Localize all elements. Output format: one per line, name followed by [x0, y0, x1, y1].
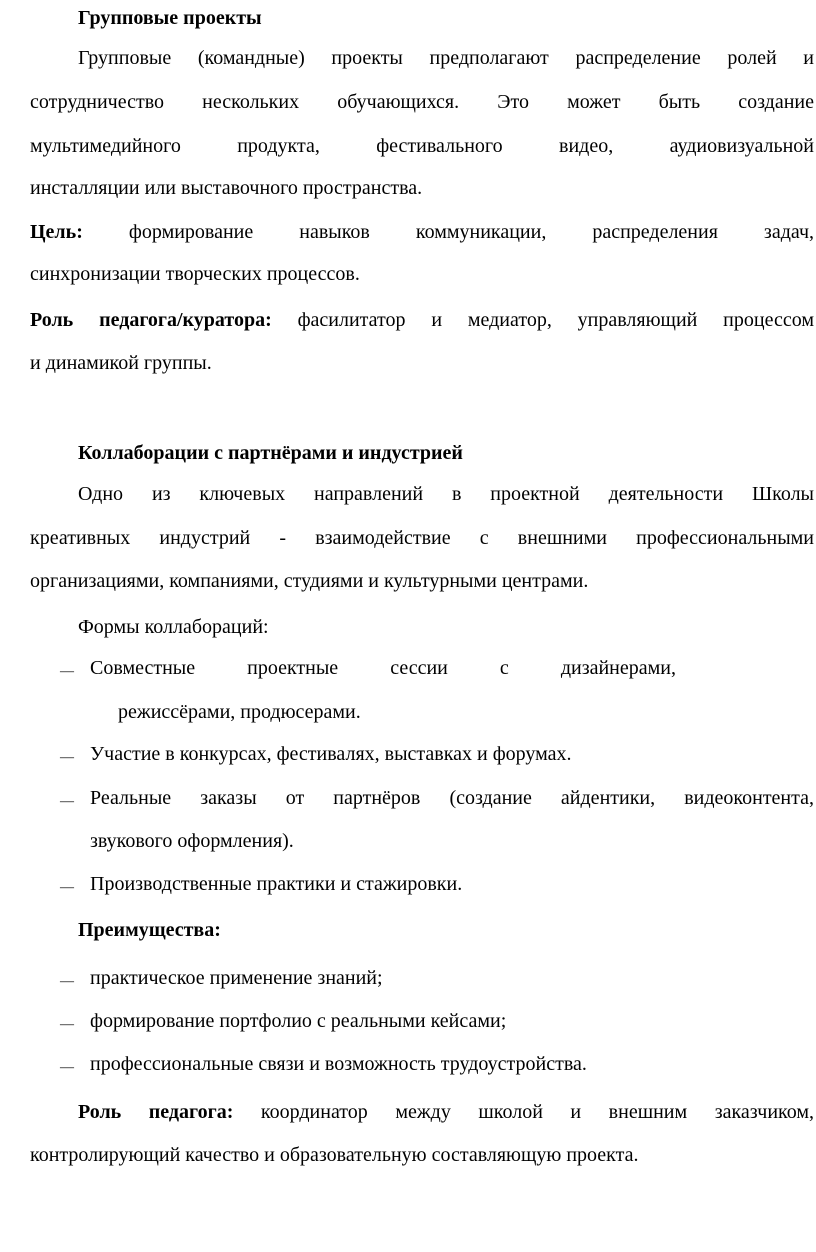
list-item: формирование портфолио с реальными кейсами; — [90, 1010, 507, 1032]
curator-role-text: фасилитатор и медиатор, управляющий процессом — [297, 309, 814, 331]
goal-line-2: синхронизации творческих процессов. — [30, 263, 360, 285]
list-bullet-dash: — — [60, 794, 74, 809]
list-bullet-dash: — — [60, 974, 74, 989]
paragraph-line: Одно из ключевых направлений в проектной деятельности Школы — [78, 483, 814, 505]
goal-line — [30, 220, 814, 244]
list-item: Участие в конкурсах, фестивалях, выставках и форумах. — [90, 743, 572, 765]
list-bullet-dash: — — [60, 1017, 74, 1032]
list-item: Совместные проектные сессии с дизайнерами, — [90, 657, 676, 679]
list-item-continuation: режиссёрами, продюсерами. — [118, 701, 361, 723]
paragraph-line: мультимедийного продукта, фестивального видео, аудиовизуальной — [30, 135, 814, 157]
list-bullet-dash: — — [60, 750, 74, 765]
teacher-role-text: координатор между школой и внешним заказчиком, — [260, 1101, 815, 1123]
list-item: Производственные практики и стажировки. — [90, 873, 463, 895]
teacher-role-line-2: контролирующий качество и образовательную составляющую проекта. — [30, 1144, 639, 1166]
paragraph-line: сотрудничество нескольких обучающихся. Это может быть создание — [30, 91, 814, 113]
list-item: профессиональные связи и возможность трудоустройства. — [90, 1053, 587, 1075]
paragraph-line: Групповые (командные) проекты предполагают распределение ролей и — [78, 47, 814, 69]
section-heading-group-projects: Групповые проекты — [78, 7, 262, 29]
list-item-continuation: звукового оформления). — [90, 830, 294, 852]
teacher-role-label: Роль педагога: — [78, 1101, 234, 1123]
benefits-heading: Преимущества: — [78, 919, 221, 941]
list-bullet-dash: — — [60, 880, 74, 895]
paragraph-line: инсталляции или выставочного пространства. — [30, 177, 423, 199]
goal-text: формирование навыков коммуникации, распределения задач, — [128, 221, 815, 243]
curator-role-label: Роль педагога/куратора: — [30, 309, 272, 331]
list-bullet-dash: — — [60, 664, 74, 679]
list-bullet-dash: — — [60, 1060, 74, 1075]
curator-role-line — [30, 308, 814, 332]
list-item: Реальные заказы от партнёров (создание айдентики, видеоконтента, — [90, 787, 814, 809]
curator-role-line-2: и динамикой группы. — [30, 352, 212, 374]
teacher-role-line — [78, 1100, 814, 1124]
paragraph-line: креативных индустрий - взаимодействие с внешними профессиональными — [30, 527, 814, 549]
paragraph-line: организациями, компаниями, студиями и культурными центрами. — [30, 570, 589, 592]
section-heading-collaborations: Коллаборации с партнёрами и индустрией — [78, 442, 463, 464]
list-item: практическое применение знаний; — [90, 967, 383, 989]
goal-label: Цель: — [30, 221, 83, 243]
forms-heading: Формы коллабораций: — [78, 616, 269, 638]
